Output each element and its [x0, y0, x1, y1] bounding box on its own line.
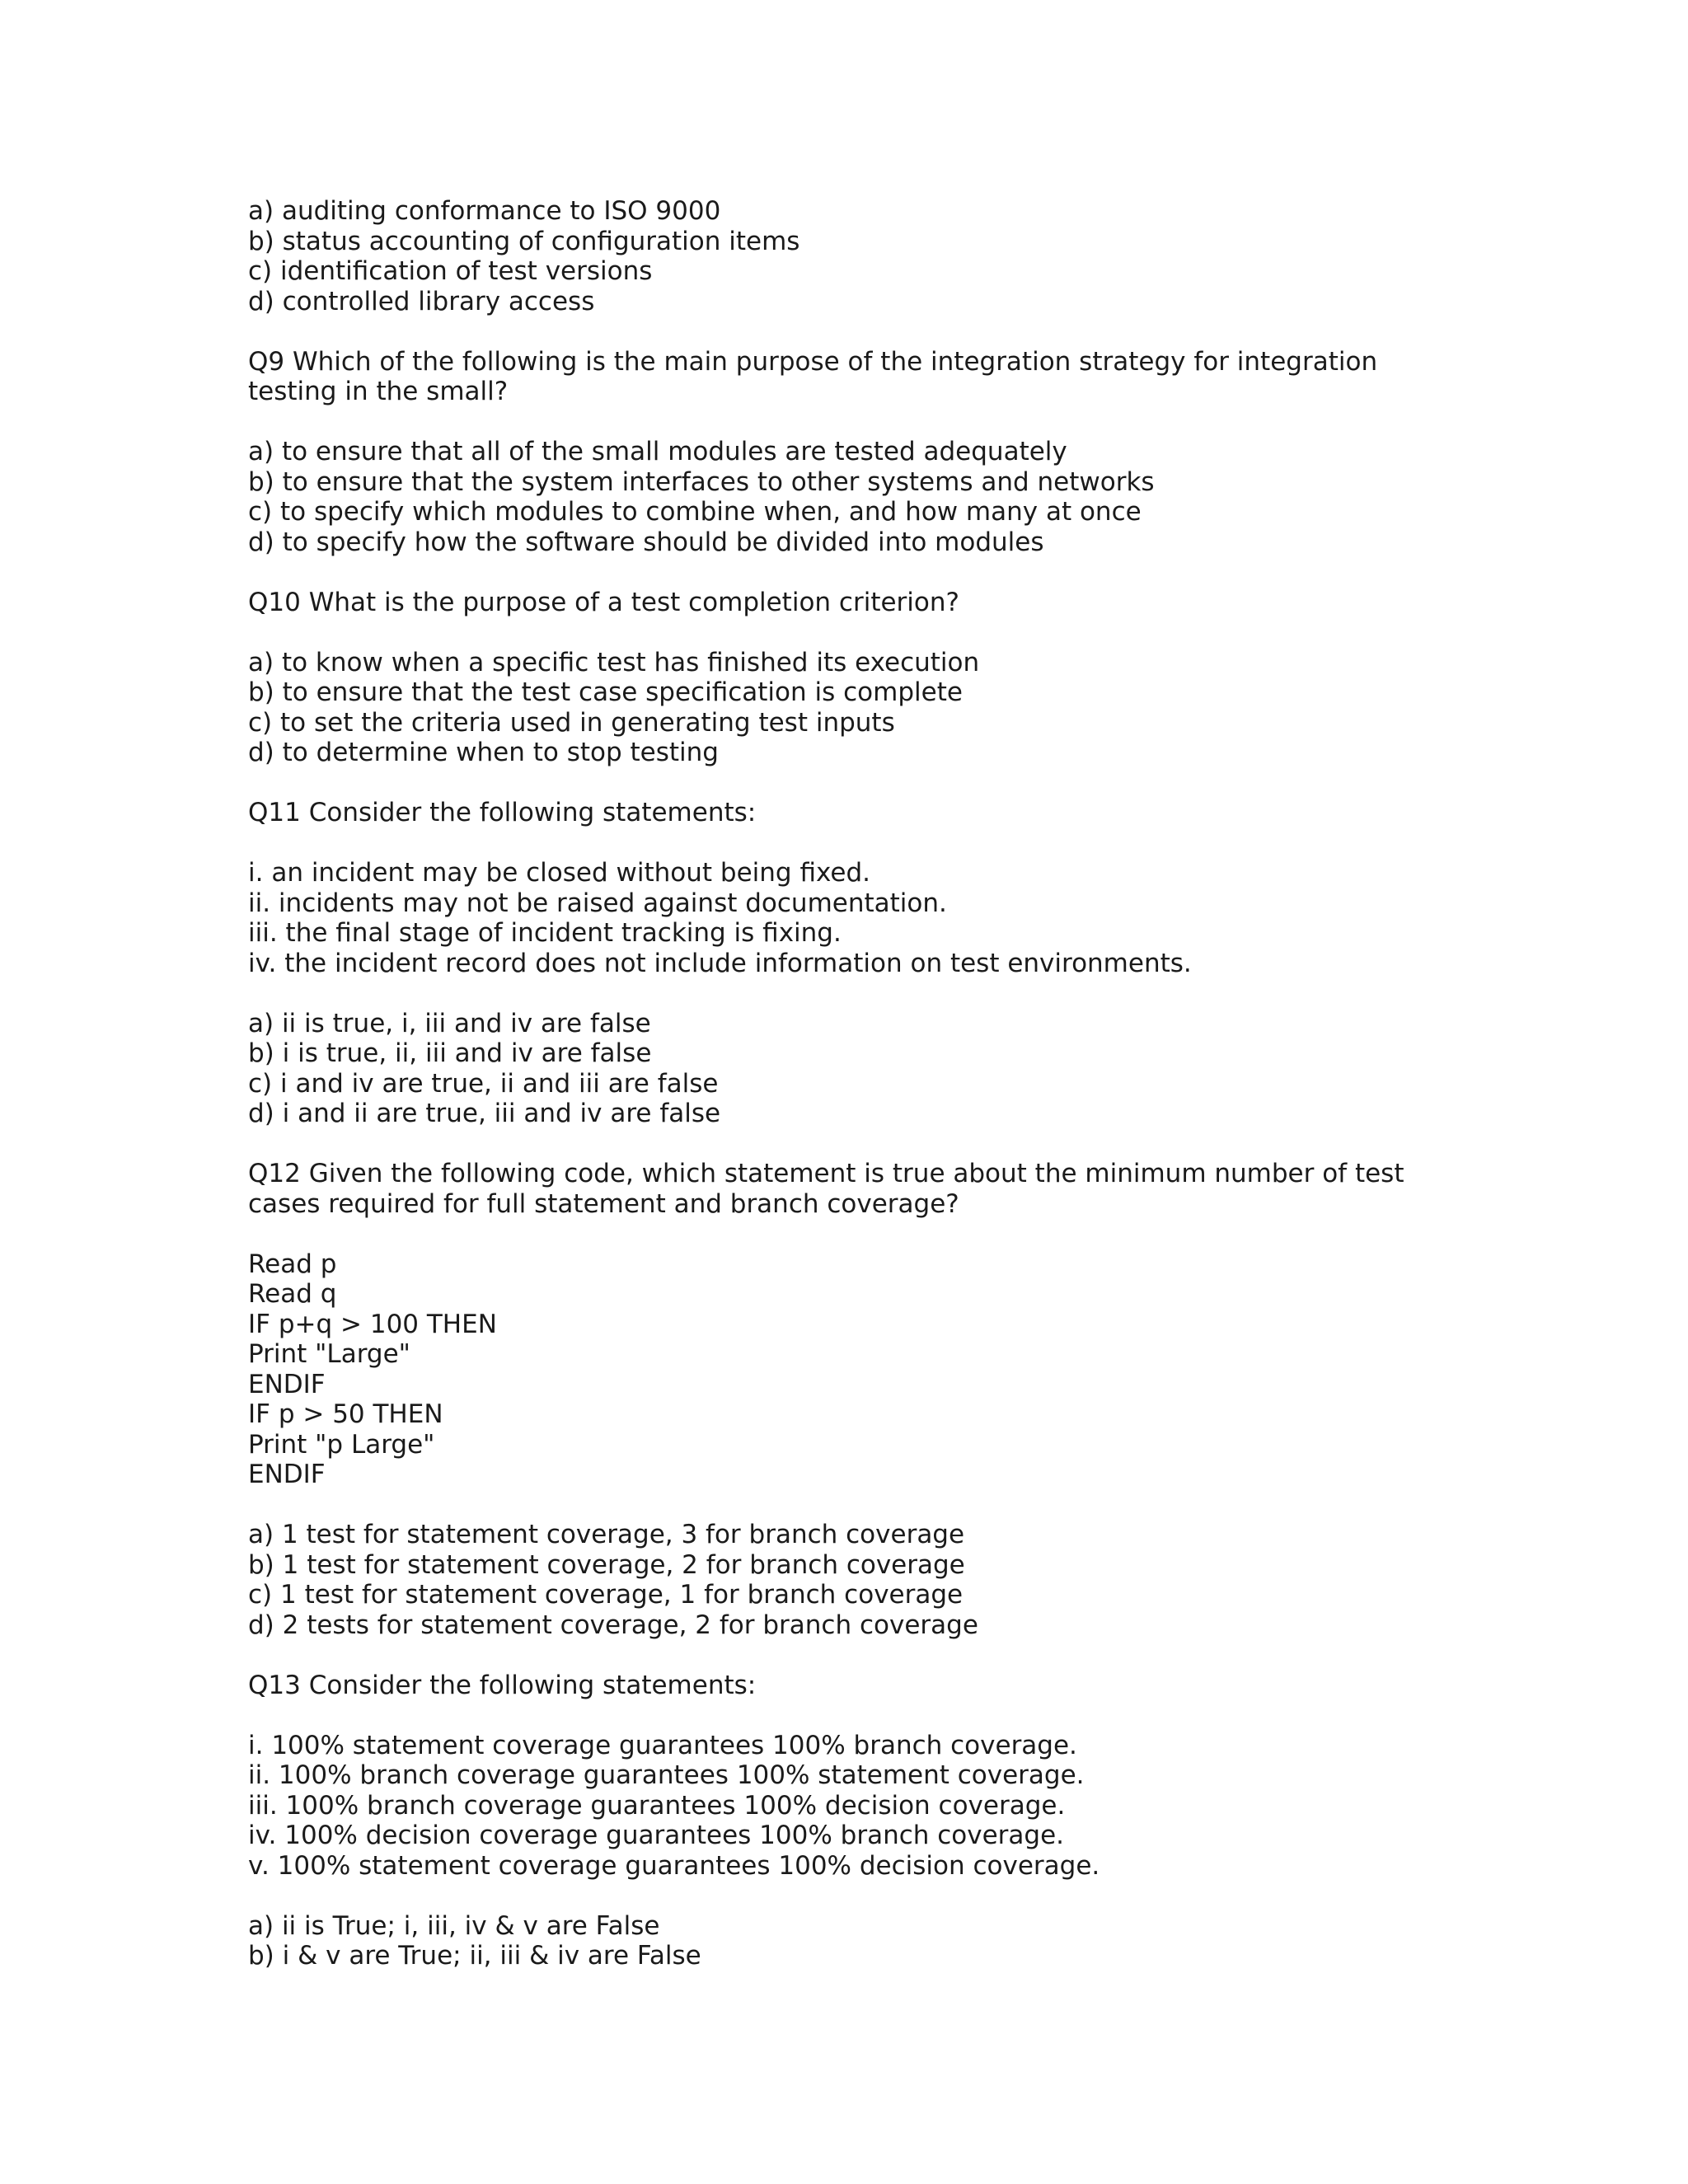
q13-statement: v. 100% statement coverage guarantees 100% decision coverage. [248, 1850, 1100, 1881]
q9-question-line: testing in the small? [248, 377, 509, 406]
spacer [248, 1129, 1649, 1160]
spacer [248, 617, 1649, 648]
q11-option-d: d) i and ii are true, iii and iv are false [248, 1099, 721, 1128]
q13-statement: iv. 100% decision coverage guarantees 100% branch coverage. [248, 1821, 1065, 1850]
q11-statement: iii. the final stage of incident tracking is fixing. [248, 918, 842, 948]
q9-option-c: c) to specify which modules to combine when, and how many at once [248, 497, 1142, 527]
spacer [248, 828, 1649, 859]
q10-option-a: a) to know when a specific test has finished its execution [248, 647, 980, 677]
q11-option-c: c) i and iv are true, ii and iii are false [248, 1068, 719, 1099]
q12-option-b: b) 1 test for statement coverage, 2 for branch coverage [248, 1549, 965, 1580]
code-line: Read q [248, 1279, 337, 1309]
spacer [248, 1881, 1649, 1911]
question-q12 [248, 1159, 1649, 1640]
q13-statement: i. 100% statement coverage guarantees 100% branch coverage. [248, 1730, 1077, 1760]
code-line: Print "p Large" [248, 1429, 435, 1460]
q8-option-b: b) status accounting of configuration items [248, 226, 800, 256]
q11-option-b: b) i is true, ii, iii and iv are false [248, 1038, 652, 1068]
document-page [248, 196, 1649, 1971]
code-line: ENDIF [248, 1369, 326, 1399]
spacer [248, 1640, 1649, 1671]
q10-option-c: c) to set the criteria used in generating test inputs [248, 707, 895, 738]
q12-code-block [248, 1249, 1649, 1490]
q8-options [248, 196, 1649, 316]
q10-option-d: d) to determine when to stop testing [248, 738, 719, 767]
q10-question-line: Q10 What is the purpose of a test completion criterion? [248, 587, 959, 617]
q13-question-line: Q13 Consider the following statements: [248, 1670, 757, 1700]
code-line: IF p > 50 THEN [248, 1399, 443, 1429]
q12-question-line: cases required for full statement and branch coverage? [248, 1188, 959, 1219]
q9-option-b: b) to ensure that the system interfaces to other systems and networks [248, 466, 1155, 497]
spacer [248, 316, 1649, 347]
q12-option-a: a) 1 test for statement coverage, 3 for branch coverage [248, 1520, 965, 1549]
q12-question-line: Q12 Given the following code, which statement is true about the minimum number of test [248, 1159, 1404, 1188]
question-q11 [248, 798, 1649, 1129]
q8-option-d: d) controlled library access [248, 286, 595, 316]
q8-option-c: c) identification of test versions [248, 256, 653, 286]
q11-statement: ii. incidents may not be raised against documentation. [248, 888, 947, 918]
question-q9 [248, 347, 1649, 558]
q11-statement: i. an incident may be closed without being fixed. [248, 858, 870, 888]
spacer [248, 557, 1649, 588]
code-line: Print "Large" [248, 1339, 410, 1369]
spacer [248, 768, 1649, 799]
code-line: ENDIF [248, 1460, 326, 1489]
code-line: IF p+q > 100 THEN [248, 1309, 497, 1339]
q11-question-line: Q11 Consider the following statements: [248, 798, 757, 827]
q13-statement: iii. 100% branch coverage guarantees 100% decision coverage. [248, 1790, 1066, 1821]
question-q13 [248, 1671, 1649, 1971]
q12-option-d: d) 2 tests for statement coverage, 2 for branch coverage [248, 1610, 978, 1640]
spacer [248, 1490, 1649, 1521]
q13-option-b: b) i & v are True; ii, iii & iv are False [248, 1941, 701, 1971]
spacer [248, 978, 1649, 1009]
q11-option-a: a) ii is true, i, iii and iv are false [248, 1008, 651, 1038]
spacer [248, 1700, 1649, 1731]
q12-option-c: c) 1 test for statement coverage, 1 for branch coverage [248, 1580, 964, 1610]
q13-statement: ii. 100% branch coverage guarantees 100% statement coverage. [248, 1760, 1085, 1790]
q10-option-b: b) to ensure that the test case specification is complete [248, 677, 963, 707]
code-line: Read p [248, 1249, 337, 1279]
q9-option-a: a) to ensure that all of the small modules are tested adequately [248, 437, 1067, 466]
q13-option-a: a) ii is True; i, iii, iv & v are False [248, 1910, 660, 1941]
q11-statement: iv. the incident record does not include information on test environments. [248, 948, 1192, 978]
q9-question-line: Q9 Which of the following is the main purpose of the integration strategy for integration [248, 346, 1378, 377]
q9-option-d: d) to specify how the software should be divided into modules [248, 527, 1044, 557]
q8-option-a: a) auditing conformance to ISO 9000 [248, 196, 721, 226]
question-q10 [248, 588, 1649, 768]
spacer [248, 1219, 1649, 1249]
spacer [248, 407, 1649, 438]
